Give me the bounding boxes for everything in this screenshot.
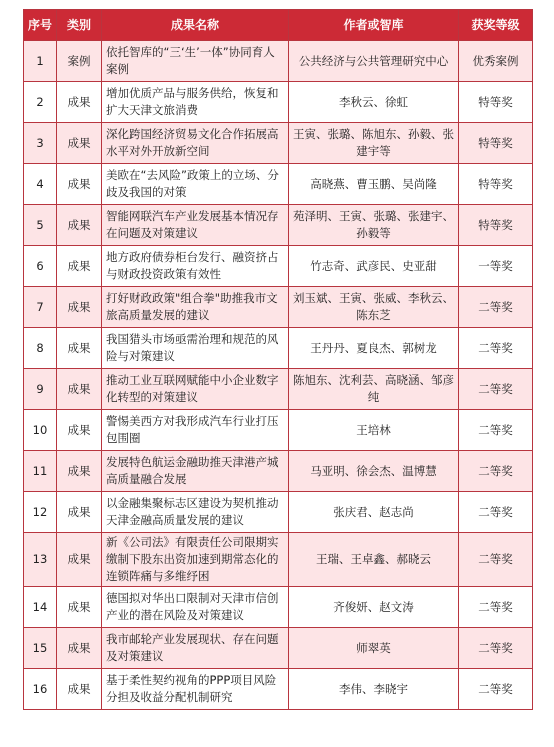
cell-award-level: 二等奖 [459, 451, 533, 492]
cell-category: 成果 [57, 123, 102, 164]
table-row [24, 41, 533, 82]
cell-number: 5 [24, 205, 57, 246]
cell-category: 成果 [57, 533, 102, 587]
awards-table [23, 9, 533, 710]
cell-number: 15 [24, 628, 57, 669]
cell-author: 师翠英 [289, 628, 459, 669]
cell-author: 李秋云、徐虹 [289, 82, 459, 123]
table-row [24, 410, 533, 451]
cell-number: 4 [24, 164, 57, 205]
cell-title: 发展特色航运金融助推天津港产城高质量融合发展 [102, 451, 289, 492]
cell-title: 我市邮轮产业发展现状、存在问题及对策建议 [102, 628, 289, 669]
cell-author: 竹志奇、武彦民、史亚甜 [289, 246, 459, 287]
cell-number: 6 [24, 246, 57, 287]
cell-number: 14 [24, 587, 57, 628]
cell-category: 成果 [57, 669, 102, 710]
table-row [24, 628, 533, 669]
cell-category: 成果 [57, 205, 102, 246]
cell-author: 王培林 [289, 410, 459, 451]
table-row [24, 287, 533, 328]
cell-title: 德国拟对华出口限制对天津市信创产业的潜在风险及对策建议 [102, 587, 289, 628]
table-row [24, 587, 533, 628]
table-body [24, 41, 533, 710]
cell-number: 9 [24, 369, 57, 410]
cell-award-level: 二等奖 [459, 669, 533, 710]
cell-title: 智能网联汽车产业发展基本情况存在问题及对策建议 [102, 205, 289, 246]
header-award-level: 获奖等级 [459, 10, 533, 41]
table-row [24, 328, 533, 369]
cell-category: 成果 [57, 287, 102, 328]
header-category: 类别 [57, 10, 102, 41]
table-row [24, 164, 533, 205]
cell-award-level: 特等奖 [459, 164, 533, 205]
cell-author: 王瑞、王卓鑫、郝晓云 [289, 533, 459, 587]
cell-award-level: 二等奖 [459, 533, 533, 587]
cell-award-level: 特等奖 [459, 205, 533, 246]
table-row [24, 246, 533, 287]
cell-category: 成果 [57, 369, 102, 410]
cell-title: 依托智库的“三‘生’一体”协同育人案例 [102, 41, 289, 82]
table-row [24, 533, 533, 587]
cell-category: 成果 [57, 328, 102, 369]
cell-number: 2 [24, 82, 57, 123]
cell-category: 成果 [57, 628, 102, 669]
cell-title: 地方政府债券柜台发行、融资挤占与财政投资政策有效性 [102, 246, 289, 287]
table-row [24, 669, 533, 710]
cell-author: 齐俊妍、赵文涛 [289, 587, 459, 628]
cell-author: 高晓燕、曹玉鹏、吴尚隆 [289, 164, 459, 205]
cell-category: 成果 [57, 246, 102, 287]
cell-category: 案例 [57, 41, 102, 82]
cell-title: 打好财政政策"组合拳"助推我市文旅高质量发展的建议 [102, 287, 289, 328]
table-row [24, 205, 533, 246]
awards-table-container [23, 9, 532, 710]
cell-category: 成果 [57, 82, 102, 123]
header-author: 作者或智库 [289, 10, 459, 41]
cell-author: 马亚明、徐会杰、温博慧 [289, 451, 459, 492]
cell-title: 我国猎头市场亟需治理和规范的风险与对策建议 [102, 328, 289, 369]
cell-title: 深化跨国经济贸易文化合作拓展高水平对外开放新空间 [102, 123, 289, 164]
cell-award-level: 二等奖 [459, 587, 533, 628]
cell-award-level: 二等奖 [459, 410, 533, 451]
cell-author: 王寅、张璐、陈旭东、孙毅、张建宇等 [289, 123, 459, 164]
header-title: 成果名称 [102, 10, 289, 41]
cell-award-level: 二等奖 [459, 492, 533, 533]
cell-award-level: 二等奖 [459, 328, 533, 369]
cell-author: 李伟、李晓宇 [289, 669, 459, 710]
cell-category: 成果 [57, 410, 102, 451]
cell-number: 13 [24, 533, 57, 587]
cell-number: 1 [24, 41, 57, 82]
cell-category: 成果 [57, 492, 102, 533]
cell-award-level: 二等奖 [459, 287, 533, 328]
cell-number: 12 [24, 492, 57, 533]
cell-title: 基于柔性契约视角的PPP项目风险分担及收益分配机制研究 [102, 669, 289, 710]
cell-category: 成果 [57, 164, 102, 205]
table-row [24, 451, 533, 492]
cell-award-level: 一等奖 [459, 246, 533, 287]
table-row [24, 492, 533, 533]
table-row [24, 82, 533, 123]
cell-title: 推动工业互联网赋能中小企业数字化转型的对策建议 [102, 369, 289, 410]
table-row [24, 123, 533, 164]
cell-number: 8 [24, 328, 57, 369]
cell-award-level: 二等奖 [459, 369, 533, 410]
cell-category: 成果 [57, 587, 102, 628]
cell-category: 成果 [57, 451, 102, 492]
cell-author: 刘玉斌、王寅、张威、李秋云、陈东芝 [289, 287, 459, 328]
cell-number: 10 [24, 410, 57, 451]
cell-number: 7 [24, 287, 57, 328]
table-row [24, 369, 533, 410]
cell-award-level: 特等奖 [459, 123, 533, 164]
cell-number: 16 [24, 669, 57, 710]
cell-author: 公共经济与公共管理研究中心 [289, 41, 459, 82]
cell-title: 美欧在“去风险”政策上的立场、分歧及我国的对策 [102, 164, 289, 205]
cell-author: 苑泽明、王寅、张璐、张建宇、孙毅等 [289, 205, 459, 246]
cell-award-level: 特等奖 [459, 82, 533, 123]
cell-author: 张庆君、赵志尚 [289, 492, 459, 533]
cell-award-level: 二等奖 [459, 628, 533, 669]
cell-author: 陈旭东、沈利芸、高晓涵、邹彦纯 [289, 369, 459, 410]
cell-number: 3 [24, 123, 57, 164]
cell-number: 11 [24, 451, 57, 492]
cell-title: 增加优质产品与服务供给，恢复和扩大天津文旅消费 [102, 82, 289, 123]
table-header-row [24, 10, 533, 41]
cell-title: 新《公司法》有限责任公司限期实缴制下股东出资加速到期常态化的连锁阵痛与多维纾困 [102, 533, 289, 587]
header-number: 序号 [24, 10, 57, 41]
cell-award-level: 优秀案例 [459, 41, 533, 82]
cell-title: 警惕美西方对我形成汽车行业打压包围圈 [102, 410, 289, 451]
cell-author: 王丹丹、夏良杰、郭树龙 [289, 328, 459, 369]
cell-title: 以金融集聚标志区建设为契机推动天津金融高质量发展的建议 [102, 492, 289, 533]
